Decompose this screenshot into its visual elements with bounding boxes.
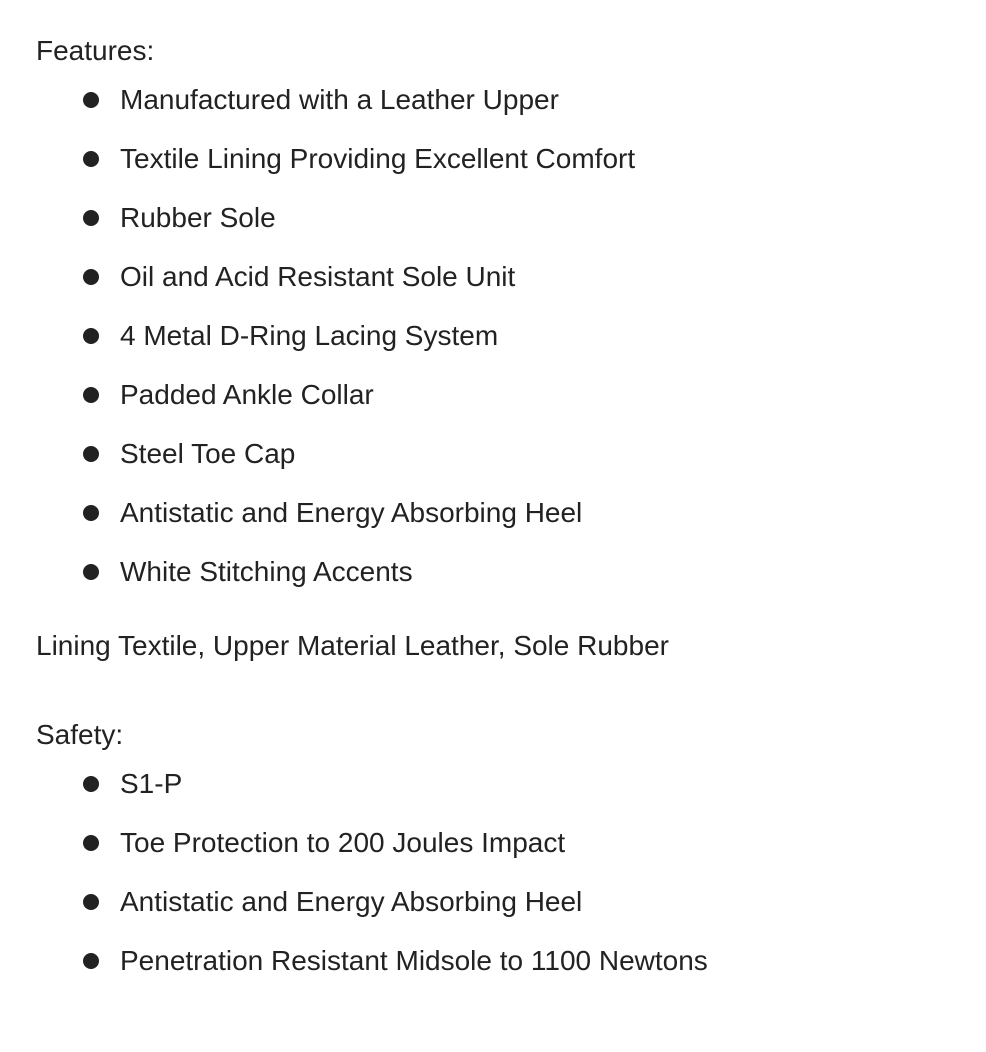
materials-text: Lining Textile, Upper Material Leather, Sole Rubber <box>36 630 669 661</box>
list-item-text: Textile Lining Providing Excellent Comfort <box>120 143 636 174</box>
bullet-icon <box>83 953 99 969</box>
safety-list <box>36 767 966 978</box>
features-list <box>36 83 966 589</box>
list-item <box>36 142 966 176</box>
list-item-text: Manufactured with a Leather Upper <box>120 84 559 115</box>
list-item-text: 4 Metal D-Ring Lacing System <box>120 320 499 351</box>
list-item <box>36 885 966 919</box>
list-item <box>36 83 966 117</box>
list-item <box>36 319 966 353</box>
bullet-icon <box>83 210 99 226</box>
list-item <box>36 378 966 412</box>
bullet-icon <box>83 505 99 521</box>
list-item-text: Oil and Acid Resistant Sole Unit <box>120 261 516 292</box>
bullet-icon <box>83 387 99 403</box>
bullet-icon <box>83 835 99 851</box>
list-item-text: Padded Ankle Collar <box>120 379 374 410</box>
list-item <box>36 201 966 235</box>
features-heading: Features: <box>36 35 155 66</box>
safety-heading: Safety: <box>36 719 124 750</box>
list-item <box>36 555 966 589</box>
bullet-icon <box>83 894 99 910</box>
list-item-text: Antistatic and Energy Absorbing Heel <box>120 497 583 528</box>
bullet-icon <box>83 328 99 344</box>
bullet-icon <box>83 446 99 462</box>
list-item-text: Penetration Resistant Midsole to 1100 Newtons <box>120 945 708 976</box>
list-item <box>36 496 966 530</box>
bullet-icon <box>83 564 99 580</box>
list-item <box>36 826 966 860</box>
list-item-text: Steel Toe Cap <box>120 438 296 469</box>
product-description <box>36 34 966 978</box>
list-item-text: Rubber Sole <box>120 202 276 233</box>
list-item-text: S1-P <box>120 768 183 799</box>
list-item <box>36 767 966 801</box>
list-item <box>36 260 966 294</box>
list-item-text: White Stitching Accents <box>120 556 413 587</box>
bullet-icon <box>83 776 99 792</box>
list-item <box>36 437 966 471</box>
list-item-text: Toe Protection to 200 Joules Impact <box>120 827 566 858</box>
list-item-text: Antistatic and Energy Absorbing Heel <box>120 886 583 917</box>
bullet-icon <box>83 269 99 285</box>
bullet-icon <box>83 151 99 167</box>
list-item <box>36 944 966 978</box>
bullet-icon <box>83 92 99 108</box>
